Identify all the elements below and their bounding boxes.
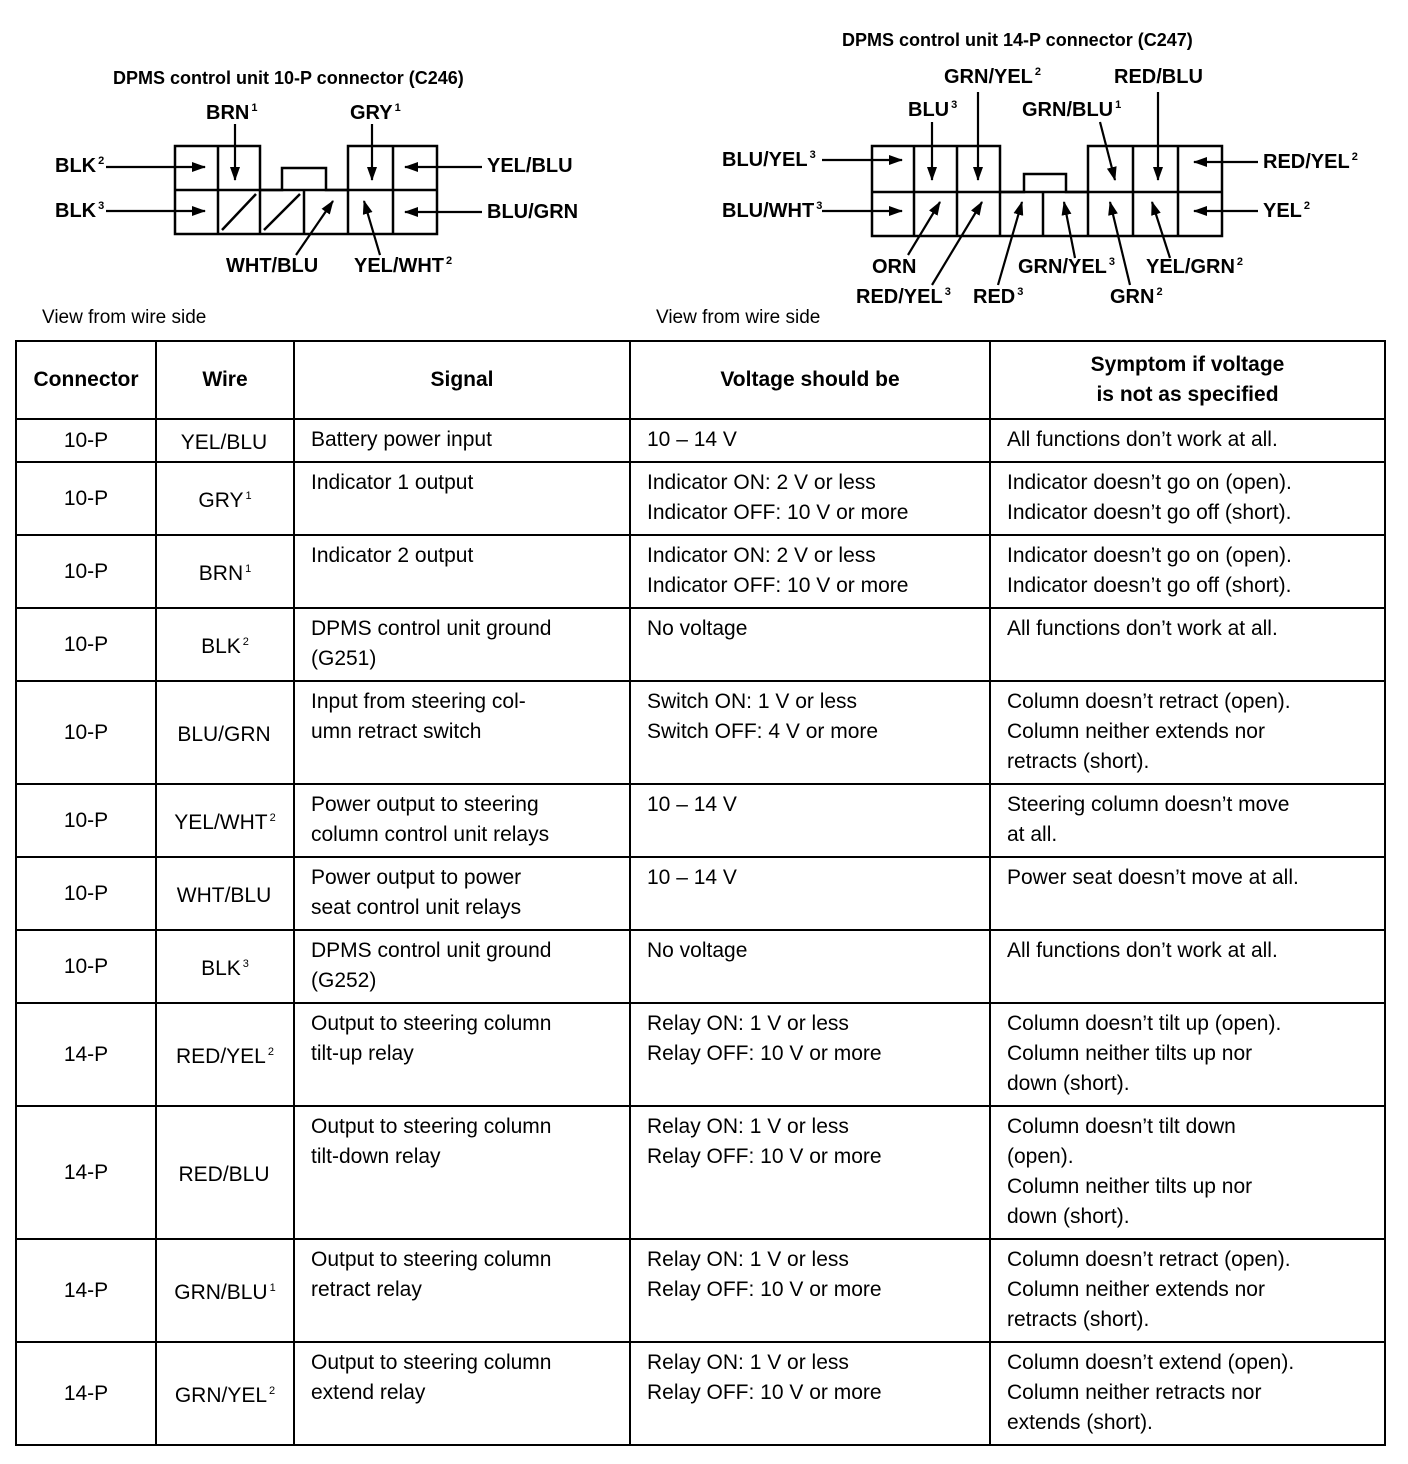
cell-symptom: All functions don’t work at all.: [990, 419, 1385, 462]
cell-signal: Output to steering column tilt-down relay: [294, 1106, 630, 1239]
wire-label-blugrn: BLU/GRN: [487, 201, 579, 223]
cell-signal: Output to steering column extend relay: [294, 1342, 630, 1445]
wire-label-yelblu: YEL/BLU: [487, 155, 573, 177]
cell-connector: 10-P: [16, 930, 156, 1003]
table-body: [16, 419, 1385, 1445]
table-row: [16, 681, 1385, 784]
cell-voltage: No voltage: [630, 930, 990, 1003]
wire-label-yel2: YEL $^2$: [1263, 200, 1311, 222]
wire-label-orn: ORN: [872, 256, 917, 278]
cell-symptom: Column doesn’t retract (open). Column neither extends nor retracts (short).: [990, 1239, 1385, 1342]
cell-wire: GRN/YEL $^2$: [156, 1342, 294, 1445]
cell-connector: 14-P: [16, 1239, 156, 1342]
wire-label-redyel3: RED/YEL $^3$: [856, 286, 951, 308]
cell-signal: Output to steering column retract relay: [294, 1239, 630, 1342]
cell-symptom: Power seat doesn’t move at all.: [990, 857, 1385, 930]
wire-label-grnyel2: GRN/YEL $^2$: [944, 66, 1042, 88]
cell-voltage: Relay ON: 1 V or less Relay OFF: 10 V or more: [630, 1106, 990, 1239]
header-voltage: Voltage should be: [630, 341, 990, 419]
connector-10p: [175, 146, 437, 234]
cell-voltage: Indicator ON: 2 V or less Indicator OFF: 10 V or more: [630, 535, 990, 608]
wire-label-brn: BRN $^1$: [206, 102, 258, 124]
table-row: [16, 462, 1385, 535]
wire-label-whtblu: WHT/BLU: [226, 255, 319, 277]
cell-wire: YEL/BLU: [156, 419, 294, 462]
cell-connector: 10-P: [16, 681, 156, 784]
cell-signal: Input from steering col- umn retract switch: [294, 681, 630, 784]
cell-signal: Power output to steering column control unit relays: [294, 784, 630, 857]
cell-voltage: Switch ON: 1 V or less Switch OFF: 4 V or more: [630, 681, 990, 784]
cell-voltage: 10 – 14 V: [630, 419, 990, 462]
table-row: [16, 1239, 1385, 1342]
view-note-14p: View from wire side: [656, 307, 821, 328]
header-connector: Connector: [16, 341, 156, 419]
wire-label-blk3: BLK $^3$: [55, 200, 105, 222]
cell-wire: BLU/GRN: [156, 681, 294, 784]
connector-10p-title: DPMS control unit 10-P connector (C246): [113, 68, 464, 88]
cell-signal: Indicator 1 output: [294, 462, 630, 535]
view-note-10p: View from wire side: [42, 307, 207, 328]
cell-symptom: Indicator doesn’t go on (open). Indicator doesn’t go off (short).: [990, 462, 1385, 535]
cell-connector: 10-P: [16, 419, 156, 462]
cell-signal: DPMS control unit ground (G252): [294, 930, 630, 1003]
connector-diagrams: [0, 0, 1408, 340]
cell-connector: 10-P: [16, 462, 156, 535]
cell-symptom: Indicator doesn’t go on (open). Indicator doesn’t go off (short).: [990, 535, 1385, 608]
wire-label-blu3: BLU $^3$: [908, 99, 958, 121]
cell-voltage: Indicator ON: 2 V or less Indicator OFF: 10 V or more: [630, 462, 990, 535]
cell-voltage: No voltage: [630, 608, 990, 681]
cell-wire: BLK $^3$: [156, 930, 294, 1003]
wire-label-yelgrn2: YEL/GRN $^2$: [1146, 256, 1244, 278]
wire-label-red3: RED $^3$: [973, 286, 1024, 308]
connector-14p-title: DPMS control unit 14-P connector (C247): [842, 30, 1193, 50]
cell-symptom: Column doesn’t extend (open). Column neither retracts nor extends (short).: [990, 1342, 1385, 1445]
cell-voltage: 10 – 14 V: [630, 857, 990, 930]
cell-symptom: Column doesn’t tilt up (open). Column neither tilts up nor down (short).: [990, 1003, 1385, 1106]
cell-connector: 10-P: [16, 857, 156, 930]
wire-label-grn2: GRN $^2$: [1110, 286, 1163, 308]
cell-wire: GRN/BLU $^1$: [156, 1239, 294, 1342]
table-row: [16, 930, 1385, 1003]
wire-label-yelwht: YEL/WHT $^2$: [354, 255, 453, 277]
voltage-spec-table: [15, 340, 1386, 1446]
cell-voltage: Relay ON: 1 V or less Relay OFF: 10 V or more: [630, 1239, 990, 1342]
cell-voltage: Relay ON: 1 V or less Relay OFF: 10 V or more: [630, 1342, 990, 1445]
cell-signal: DPMS control unit ground (G251): [294, 608, 630, 681]
cell-wire: YEL/WHT $^2$: [156, 784, 294, 857]
cell-wire: BLK $^2$: [156, 608, 294, 681]
cell-signal: Battery power input: [294, 419, 630, 462]
cell-wire: RED/BLU: [156, 1106, 294, 1239]
cell-symptom: Column doesn’t tilt down (open). Column neither tilts up nor down (short).: [990, 1106, 1385, 1239]
header-symptom: Symptom if voltage is not as specified: [990, 341, 1385, 419]
wire-label-bluyel3: BLU/YEL $^3$: [722, 149, 816, 171]
table-row: [16, 784, 1385, 857]
table-row: [16, 1003, 1385, 1106]
table-header-row: [16, 341, 1385, 419]
cell-signal: Indicator 2 output: [294, 535, 630, 608]
table-row: [16, 1342, 1385, 1445]
cell-signal: Output to steering column tilt-up relay: [294, 1003, 630, 1106]
cell-voltage: 10 – 14 V: [630, 784, 990, 857]
cell-wire: BRN $^1$: [156, 535, 294, 608]
wire-label-grnblu1: GRN/BLU $^1$: [1022, 99, 1122, 121]
wire-label-grnyel3: GRN/YEL $^3$: [1018, 256, 1116, 278]
cell-connector: 10-P: [16, 535, 156, 608]
table-row: [16, 419, 1385, 462]
cell-symptom: Column doesn’t retract (open). Column neither extends nor retracts (short).: [990, 681, 1385, 784]
header-wire: Wire: [156, 341, 294, 419]
wire-label-redyel2: RED/YEL $^2$: [1263, 151, 1358, 173]
table-row: [16, 1106, 1385, 1239]
cell-voltage: Relay ON: 1 V or less Relay OFF: 10 V or more: [630, 1003, 990, 1106]
table-row: [16, 857, 1385, 930]
cell-connector: 10-P: [16, 784, 156, 857]
cell-signal: Power output to power seat control unit relays: [294, 857, 630, 930]
cell-connector: 10-P: [16, 608, 156, 681]
cell-symptom: All functions don’t work at all.: [990, 930, 1385, 1003]
wire-label-bluwht3: BLU/WHT $^3$: [722, 200, 823, 222]
table-row: [16, 535, 1385, 608]
table-row: [16, 608, 1385, 681]
cell-wire: RED/YEL $^2$: [156, 1003, 294, 1106]
header-signal: Signal: [294, 341, 630, 419]
wire-label-redblu: RED/BLU: [1114, 66, 1203, 88]
cell-symptom: Steering column doesn’t move at all.: [990, 784, 1385, 857]
connector-14p: [872, 146, 1222, 236]
cell-wire: WHT/BLU: [156, 857, 294, 930]
cell-wire: GRY $^1$: [156, 462, 294, 535]
cell-connector: 14-P: [16, 1003, 156, 1106]
wire-label-blk2: BLK $^2$: [55, 155, 105, 177]
cell-connector: 14-P: [16, 1342, 156, 1445]
wire-label-gry: GRY $^1$: [350, 102, 401, 124]
cell-connector: 14-P: [16, 1106, 156, 1239]
cell-symptom: All functions don’t work at all.: [990, 608, 1385, 681]
